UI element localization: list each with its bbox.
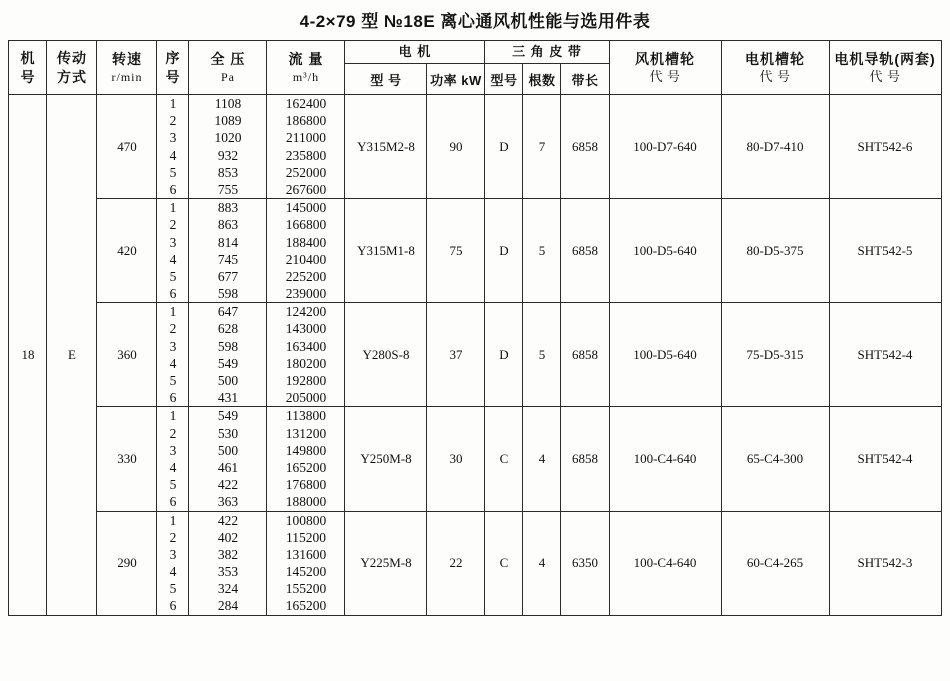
pressure-value: 500 bbox=[217, 442, 239, 458]
header-motor-group: 电 机 bbox=[345, 41, 485, 64]
cell-motor-model: Y250M-8 bbox=[345, 407, 427, 511]
cell-belt-type: D bbox=[485, 95, 523, 199]
seq-value: 5 bbox=[169, 581, 177, 597]
flow-value: 210400 bbox=[285, 251, 327, 267]
cell-motor-pulley: 60-C4-265 bbox=[721, 511, 829, 615]
pressure-value: 382 bbox=[217, 546, 239, 562]
cell-fan-pulley: 100-D5-640 bbox=[609, 303, 721, 407]
header-total-pressure bbox=[189, 41, 267, 95]
page-title: 4-2×79 型 №18E 离心通风机性能与选用件表 bbox=[299, 12, 651, 31]
cell-pressure-list bbox=[189, 199, 267, 303]
seq-value: 1 bbox=[169, 512, 177, 528]
flow-value: 225200 bbox=[285, 268, 327, 284]
pressure-value: 628 bbox=[217, 321, 239, 337]
flow-value: 192800 bbox=[285, 373, 327, 388]
seq-value: 6 bbox=[169, 390, 177, 406]
cell-belt-count: 4 bbox=[523, 511, 561, 615]
cell-seq-list bbox=[157, 407, 189, 511]
pressure-value: 422 bbox=[217, 477, 239, 493]
cell-fan-pulley: 100-D5-640 bbox=[609, 199, 721, 303]
header-flow-label: 流 量 bbox=[288, 51, 324, 68]
cell-belt-count: 4 bbox=[523, 407, 561, 511]
cell-flow-list bbox=[267, 303, 345, 407]
flow-value: 113800 bbox=[285, 408, 326, 424]
flow-value: 166800 bbox=[285, 217, 327, 233]
header-motor-model: 型 号 bbox=[345, 64, 427, 95]
flow-value: 235800 bbox=[285, 147, 327, 163]
seq-value: 1 bbox=[169, 200, 177, 216]
flow-value: 239000 bbox=[285, 286, 327, 302]
pressure-value: 1020 bbox=[214, 130, 242, 146]
cell-speed: 470 bbox=[97, 95, 157, 199]
cell-belt-length: 6858 bbox=[561, 303, 609, 407]
pressure-value: 647 bbox=[217, 304, 239, 320]
cell-belt-length: 6858 bbox=[561, 407, 609, 511]
flow-value: 131200 bbox=[285, 425, 327, 441]
cell-belt-type: D bbox=[485, 199, 523, 303]
header-seq bbox=[157, 41, 189, 95]
seq-value: 3 bbox=[169, 234, 177, 250]
cell-belt-type: D bbox=[485, 303, 523, 407]
cell-motor-pulley: 80-D5-375 bbox=[721, 199, 829, 303]
cell-belt-count: 5 bbox=[523, 303, 561, 407]
header-belt-length: 带长 bbox=[561, 64, 609, 95]
header-fan-pulley bbox=[609, 41, 721, 95]
cell-pressure-list bbox=[189, 303, 267, 407]
seq-value: 4 bbox=[169, 564, 177, 580]
seq-value: 4 bbox=[169, 355, 177, 371]
table-row bbox=[9, 407, 941, 511]
cell-belt-type: C bbox=[485, 511, 523, 615]
cell-speed: 290 bbox=[97, 511, 157, 615]
seq-value: 1 bbox=[169, 304, 177, 320]
flow-value: 145200 bbox=[285, 564, 327, 580]
cell-belt-type: C bbox=[485, 407, 523, 511]
header-speed-label: 转速 bbox=[111, 51, 142, 68]
flow-value: 186800 bbox=[285, 113, 327, 129]
cell-motor-rail: SHT542-4 bbox=[829, 303, 941, 407]
seq-value: 3 bbox=[169, 338, 177, 354]
flow-value: 149800 bbox=[285, 442, 327, 458]
seq-value: 3 bbox=[169, 130, 177, 146]
table-row bbox=[9, 511, 941, 615]
header-motor-power: 功率 kW bbox=[427, 64, 485, 95]
pressure-value: 853 bbox=[217, 164, 239, 180]
pressure-value: 677 bbox=[217, 268, 239, 284]
header-machine-no-line1: 机 bbox=[20, 50, 36, 67]
header-drive-line2: 方式 bbox=[56, 68, 87, 85]
header-belt-count: 根数 bbox=[523, 64, 561, 95]
header-motor-pulley bbox=[721, 41, 829, 95]
header-machine-no bbox=[9, 41, 47, 95]
cell-pressure-list bbox=[189, 95, 267, 199]
table-row bbox=[9, 199, 941, 303]
cell-belt-length: 6858 bbox=[561, 95, 609, 199]
seq-value: 6 bbox=[169, 181, 177, 197]
header-pressure-label: 全 压 bbox=[210, 51, 246, 68]
pressure-value: 461 bbox=[217, 459, 239, 475]
header-motor-rail bbox=[829, 41, 941, 95]
header-fan-pulley-label: 风机槽轮 bbox=[635, 50, 695, 67]
header-speed-unit: r/min bbox=[111, 69, 143, 84]
seq-value: 1 bbox=[169, 96, 177, 111]
pressure-value: 598 bbox=[217, 286, 239, 302]
seq-value: 4 bbox=[169, 459, 177, 475]
header-speed bbox=[97, 41, 157, 95]
cell-fan-pulley: 100-D7-640 bbox=[609, 95, 721, 199]
pressure-value: 863 bbox=[217, 217, 239, 233]
flow-value: 100800 bbox=[285, 512, 327, 528]
header-seq-line2: 号 bbox=[165, 68, 181, 85]
header-pressure-unit: Pa bbox=[220, 69, 235, 84]
pressure-value: 402 bbox=[217, 529, 239, 545]
cell-pressure-list bbox=[189, 511, 267, 615]
cell-motor-power: 30 bbox=[427, 407, 485, 511]
pressure-value: 530 bbox=[217, 425, 239, 441]
cell-belt-length: 6350 bbox=[561, 511, 609, 615]
cell-belt-length: 6858 bbox=[561, 199, 609, 303]
header-belt-group: 三 角 皮 带 bbox=[485, 41, 609, 64]
cell-motor-power: 90 bbox=[427, 95, 485, 199]
cell-seq-list bbox=[157, 95, 189, 199]
seq-value: 5 bbox=[169, 373, 177, 388]
header-motor-pulley-code: 代 号 bbox=[759, 68, 791, 84]
cell-seq-list bbox=[157, 303, 189, 407]
cell-seq-list bbox=[157, 199, 189, 303]
flow-value: 145000 bbox=[285, 200, 327, 216]
cell-motor-power: 75 bbox=[427, 199, 485, 303]
fan-performance-table bbox=[8, 40, 941, 616]
seq-value: 3 bbox=[169, 442, 177, 458]
seq-value: 2 bbox=[169, 321, 177, 337]
flow-value: 176800 bbox=[285, 477, 327, 493]
table-body bbox=[9, 95, 941, 616]
cell-seq-list bbox=[157, 511, 189, 615]
pressure-value: 549 bbox=[217, 355, 239, 371]
flow-value: 162400 bbox=[285, 96, 327, 111]
header-motor-rail-label: 电机导轨(两套) bbox=[834, 50, 936, 67]
flow-value: 252000 bbox=[285, 164, 327, 180]
cell-motor-pulley: 75-D5-315 bbox=[721, 303, 829, 407]
cell-motor-model: Y315M1-8 bbox=[345, 199, 427, 303]
pressure-value: 284 bbox=[217, 598, 239, 614]
cell-belt-count: 5 bbox=[523, 199, 561, 303]
seq-value: 6 bbox=[169, 598, 177, 614]
flow-value: 180200 bbox=[285, 355, 327, 371]
seq-value: 2 bbox=[169, 425, 177, 441]
header-fan-pulley-code: 代 号 bbox=[649, 68, 681, 84]
seq-value: 2 bbox=[169, 113, 177, 129]
header-drive-line1: 传动 bbox=[56, 50, 87, 67]
pressure-value: 755 bbox=[217, 181, 239, 197]
flow-value: 205000 bbox=[285, 390, 327, 406]
pressure-value: 500 bbox=[217, 373, 239, 388]
pressure-value: 422 bbox=[217, 512, 239, 528]
table-row bbox=[9, 303, 941, 407]
seq-value: 4 bbox=[169, 147, 177, 163]
cell-motor-power: 22 bbox=[427, 511, 485, 615]
flow-value: 155200 bbox=[285, 581, 327, 597]
cell-motor-rail: SHT542-6 bbox=[829, 95, 941, 199]
pressure-value: 745 bbox=[217, 251, 239, 267]
flow-value: 131600 bbox=[285, 546, 327, 562]
seq-value: 6 bbox=[169, 494, 177, 510]
header-seq-line1: 序 bbox=[165, 50, 181, 67]
cell-motor-rail: SHT542-3 bbox=[829, 511, 941, 615]
pressure-value: 883 bbox=[217, 200, 239, 216]
cell-motor-model: Y225M-8 bbox=[345, 511, 427, 615]
header-machine-no-line2: 号 bbox=[20, 68, 36, 85]
seq-value: 6 bbox=[169, 286, 177, 302]
flow-value: 143000 bbox=[285, 321, 327, 337]
cell-motor-pulley: 65-C4-300 bbox=[721, 407, 829, 511]
cell-motor-pulley: 80-D7-410 bbox=[721, 95, 829, 199]
cell-flow-list bbox=[267, 407, 345, 511]
pressure-value: 814 bbox=[217, 234, 239, 250]
pressure-value: 549 bbox=[217, 408, 239, 424]
cell-belt-count: 7 bbox=[523, 95, 561, 199]
seq-value: 5 bbox=[169, 268, 177, 284]
flow-value: 165200 bbox=[285, 598, 327, 614]
pressure-value: 932 bbox=[217, 147, 239, 163]
cell-fan-pulley: 100-C4-640 bbox=[609, 407, 721, 511]
seq-value: 5 bbox=[169, 477, 177, 493]
cell-motor-model: Y315M2-8 bbox=[345, 95, 427, 199]
pressure-value: 353 bbox=[217, 564, 239, 580]
flow-value: 124200 bbox=[285, 304, 327, 320]
cell-motor-rail: SHT542-5 bbox=[829, 199, 941, 303]
header-motor-pulley-label: 电机槽轮 bbox=[745, 50, 805, 67]
flow-value: 165200 bbox=[285, 459, 327, 475]
table-row bbox=[9, 95, 941, 199]
cell-flow-list bbox=[267, 199, 345, 303]
pressure-value: 431 bbox=[217, 390, 239, 406]
cell-flow-list bbox=[267, 511, 345, 615]
cell-drive-type: E bbox=[47, 95, 97, 616]
flow-value: 211000 bbox=[285, 130, 326, 146]
seq-value: 2 bbox=[169, 217, 177, 233]
pressure-value: 324 bbox=[217, 581, 239, 597]
cell-speed: 420 bbox=[97, 199, 157, 303]
cell-pressure-list bbox=[189, 407, 267, 511]
cell-motor-model: Y280S-8 bbox=[345, 303, 427, 407]
pressure-value: 598 bbox=[217, 338, 239, 354]
cell-motor-power: 37 bbox=[427, 303, 485, 407]
header-flow bbox=[267, 41, 345, 95]
cell-flow-list bbox=[267, 95, 345, 199]
pressure-value: 1089 bbox=[214, 113, 242, 129]
header-flow-unit: m³/h bbox=[292, 69, 320, 84]
flow-value: 188000 bbox=[285, 494, 327, 510]
cell-speed: 360 bbox=[97, 303, 157, 407]
table-header bbox=[9, 41, 941, 95]
seq-value: 1 bbox=[169, 408, 177, 424]
cell-machine-no: 18 bbox=[9, 95, 47, 616]
flow-value: 267600 bbox=[285, 181, 327, 197]
header-drive-type bbox=[47, 41, 97, 95]
header-belt-type: 型号 bbox=[485, 64, 523, 95]
seq-value: 3 bbox=[169, 546, 177, 562]
cell-fan-pulley: 100-C4-640 bbox=[609, 511, 721, 615]
pressure-value: 1108 bbox=[214, 96, 242, 111]
seq-value: 4 bbox=[169, 251, 177, 267]
flow-value: 115200 bbox=[285, 529, 326, 545]
cell-motor-rail: SHT542-4 bbox=[829, 407, 941, 511]
cell-speed: 330 bbox=[97, 407, 157, 511]
flow-value: 163400 bbox=[285, 338, 327, 354]
seq-value: 2 bbox=[169, 529, 177, 545]
flow-value: 188400 bbox=[285, 234, 327, 250]
pressure-value: 363 bbox=[217, 494, 239, 510]
header-motor-rail-code: 代 号 bbox=[869, 68, 901, 84]
seq-value: 5 bbox=[169, 164, 177, 180]
